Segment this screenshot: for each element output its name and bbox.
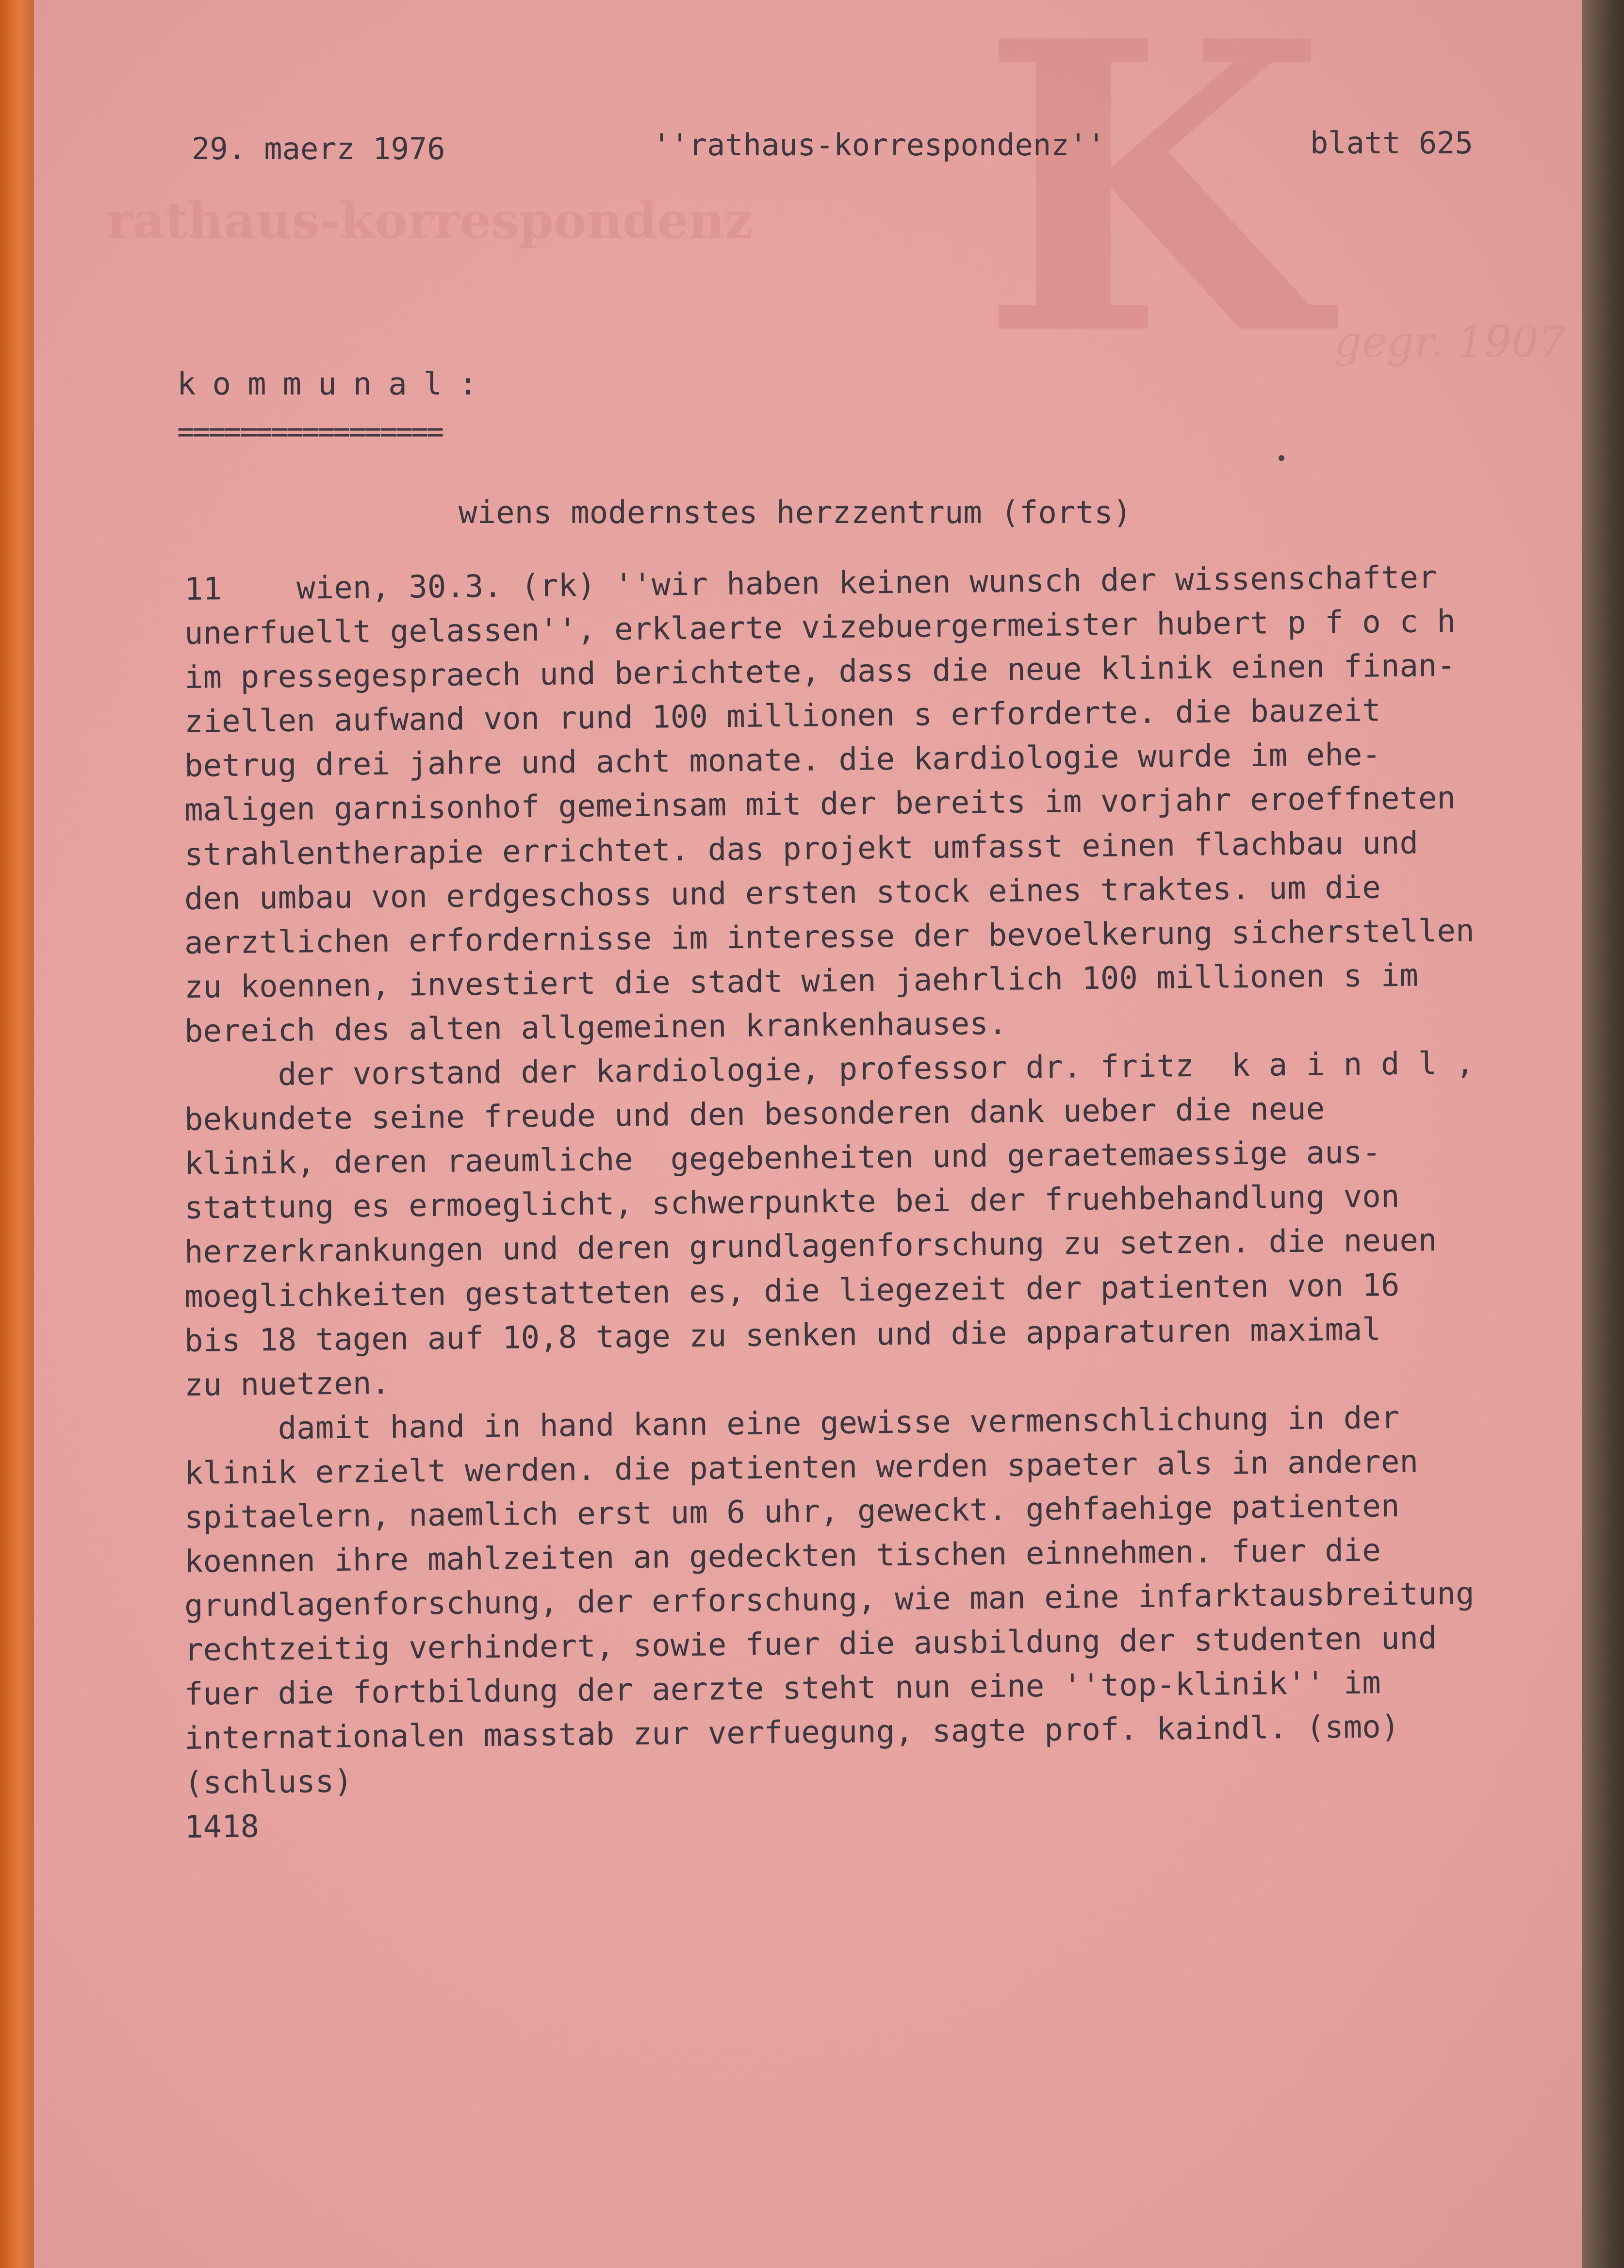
body-line: den umbau von erdgeschoss und ersten stock eines traktes. um die xyxy=(184,869,1381,917)
body-line: maligen garnisonhof gemeinsam mit der bereits im vorjahr eroeffneten xyxy=(184,780,1456,829)
body-line: betrug drei jahre und acht monate. die kardiologie wurde im ehe- xyxy=(184,737,1381,785)
body-line: herzerkrankungen und deren grundlagenforschung zu setzen. die neuen xyxy=(184,1222,1437,1271)
watermark-subtext: gegr. 1907 xyxy=(1334,317,1566,367)
header-date: 29. maerz 1976 xyxy=(192,131,445,166)
body-line: damit hand in hand kann eine gewisse vermenschlichung in der xyxy=(184,1399,1400,1447)
watermark-logo: K xyxy=(980,0,1326,423)
article-body xyxy=(184,559,1572,2023)
body-line: ziellen aufwand von rund 100 millionen s erforderte. die bauzeit xyxy=(184,692,1381,740)
body-line: strahlentherapie errichtet. das projekt umfasst einen flachbau und xyxy=(184,825,1419,873)
body-line: unerfuellt gelassen'', erklaerte vizebuergermeister hubert p f o c h xyxy=(184,603,1456,652)
body-line: zu koennen, investiert die stadt wien jaehrlich 100 millionen s im xyxy=(184,957,1419,1005)
section-underline: ================= xyxy=(177,415,443,449)
header-publication: ''rathaus-korrespondenz'' xyxy=(653,127,1106,163)
body-line: 1418 xyxy=(184,1808,260,1845)
body-line: der vorstand der kardiologie, professor dr. fritz k a i n d l , xyxy=(184,1045,1475,1094)
body-line: zu nuetzen. xyxy=(184,1365,391,1403)
body-line: grundlagenforschung, der erforschung, wie man eine infarktausbreitung xyxy=(184,1576,1475,1625)
body-line: spitaelern, naemlich erst um 6 uhr, geweckt. gehfaehige patienten xyxy=(184,1488,1400,1536)
article-title: wiens modernstes herzzentrum (forts) xyxy=(459,495,1132,531)
binding-edge-left xyxy=(0,0,34,2268)
body-line: im pressegespraech und berichtete, dass die neue klinik einen finan- xyxy=(184,648,1456,696)
body-line: bekundete seine freude und den besonderen dank ueber die neue xyxy=(184,1091,1325,1138)
body-line: klinik erzielt werden. die patienten werden spaeter als in anderen xyxy=(184,1444,1419,1492)
watermark-masthead: rathaus-korrespondenz xyxy=(107,192,753,250)
ink-speck xyxy=(1279,455,1284,461)
body-line: klinik, deren raeumliche gegebenheiten und geraetemaessige aus- xyxy=(184,1134,1381,1183)
body-line: fuer die fortbildung der aerzte steht nun eine ''top-klinik'' im xyxy=(184,1665,1381,1713)
body-line: bereich des alten allgemeinen krankenhauses. xyxy=(184,1005,1007,1050)
body-line: 11 wien, 30.3. (rk) ''wir haben keinen wunsch der wissenschafter xyxy=(184,559,1437,608)
section-label: kommunal: xyxy=(177,366,494,402)
page-edge-right xyxy=(1582,0,1624,2268)
body-line: rechtzeitig verhindert, sowie fuer die ausbildung der studenten und xyxy=(184,1620,1437,1669)
body-line: stattung es ermoeglicht, schwerpunkte bei der fruehbehandlung von xyxy=(184,1179,1400,1227)
body-line: moeglichkeiten gestatteten es, die liegezeit der patienten von 16 xyxy=(184,1267,1400,1315)
body-line: bis 18 tagen auf 10,8 tage zu senken und die apparaturen maximal xyxy=(184,1311,1381,1359)
body-line: aerztlichen erfordernisse im interesse der bevoelkerung sicherstellen xyxy=(184,913,1475,961)
body-line: koennen ihre mahlzeiten an gedeckten tischen einnehmen. fuer die xyxy=(184,1532,1381,1580)
header-page-number: blatt 625 xyxy=(1310,125,1473,161)
body-line: (schluss) xyxy=(184,1763,353,1801)
body-line: internationalen masstab zur verfuegung, sagte prof. kaindl. (smo) xyxy=(184,1709,1400,1757)
